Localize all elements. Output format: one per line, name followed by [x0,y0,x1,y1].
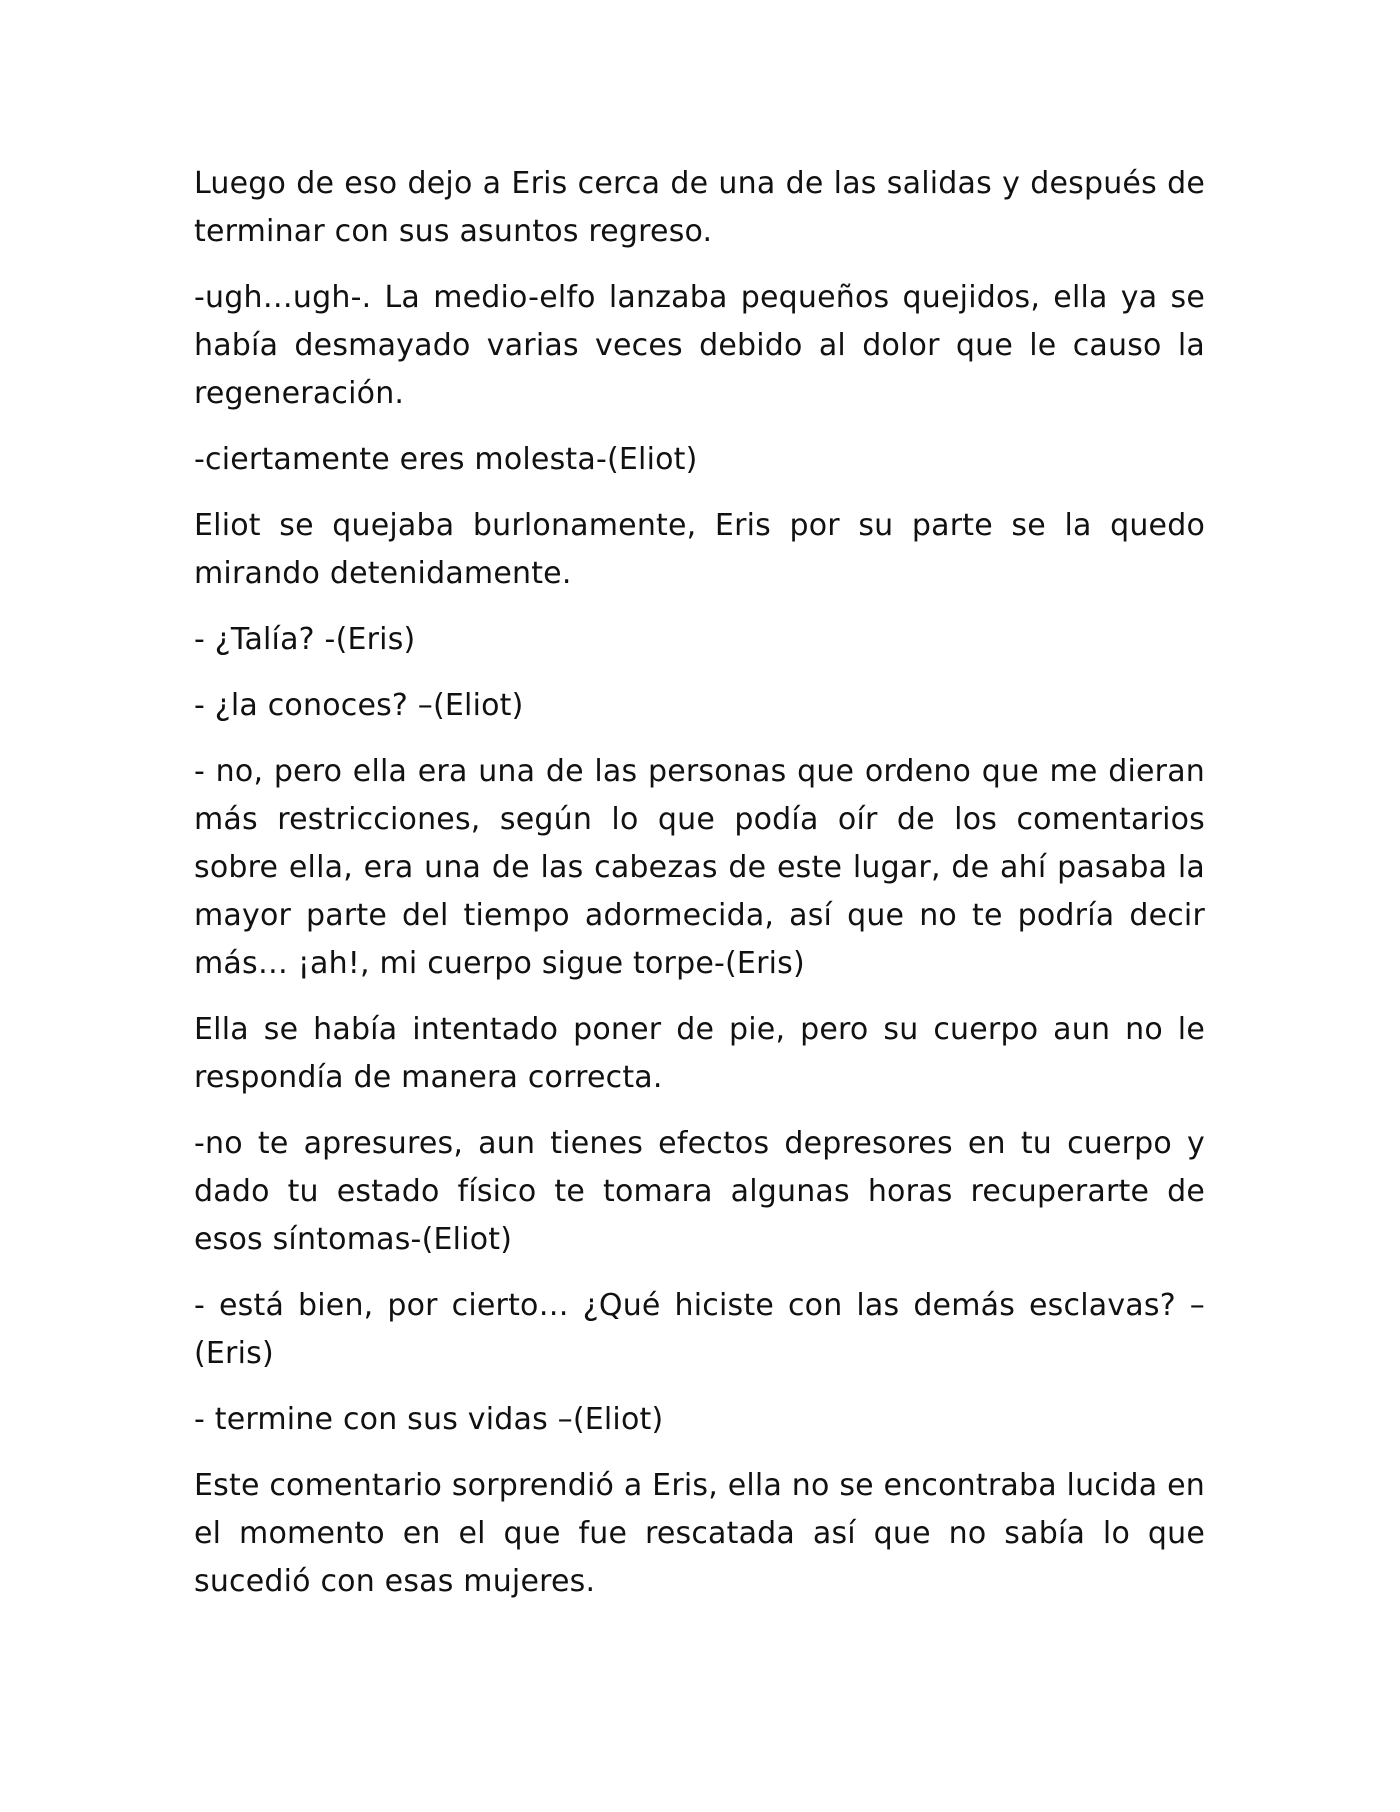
paragraph: Luego de eso dejo a Eris cerca de una de las salidas y después de terminar con sus asuntos regreso. [194,166,1205,249]
paragraph: - no, pero ella era una de las personas que ordeno que me dieran más restricciones, según lo que podía oír de los comentarios sobre ella, era una de las cabezas de este lugar, de ahí pasaba la mayor parte del tiempo adormecida, así que no te podría decir más… ¡ah!, mi cuerpo sigue torpe-(Eris) [194,754,1205,981]
paragraph: Ella se había intentado poner de pie, pero su cuerpo aun no le respondía de manera correcta. [194,1012,1205,1095]
paragraph: - ¿Talía? -(Eris) [194,622,416,657]
paragraph: Este comentario sorprendió a Eris, ella no se encontraba lucida en el momento en el que fue rescatada así que no sabía lo que sucedió con esas mujeres. [194,1468,1205,1599]
paragraph: - ¿la conoces? –(Eliot) [194,688,524,723]
paragraph: Eliot se quejaba burlonamente, Eris por su parte se la quedo mirando detenidamente. [194,508,1205,591]
paragraph: -ciertamente eres molesta-(Eliot) [194,442,698,477]
paragraph: -ugh…ugh-. La medio-elfo lanzaba pequeños quejidos, ella ya se había desmayado varias veces debido al dolor que le causo la regeneración. [194,280,1205,411]
paragraph: -no te apresures, aun tienes efectos depresores en tu cuerpo y dado tu estado físico te tomara algunas horas recuperarte de esos síntomas-(Eliot) [194,1126,1205,1257]
paragraph: - termine con sus vidas –(Eliot) [194,1402,664,1437]
paragraph: - está bien, por cierto… ¿Qué hiciste con las demás esclavas? –(Eris) [194,1288,1205,1371]
body-text [194,160,1205,1624]
